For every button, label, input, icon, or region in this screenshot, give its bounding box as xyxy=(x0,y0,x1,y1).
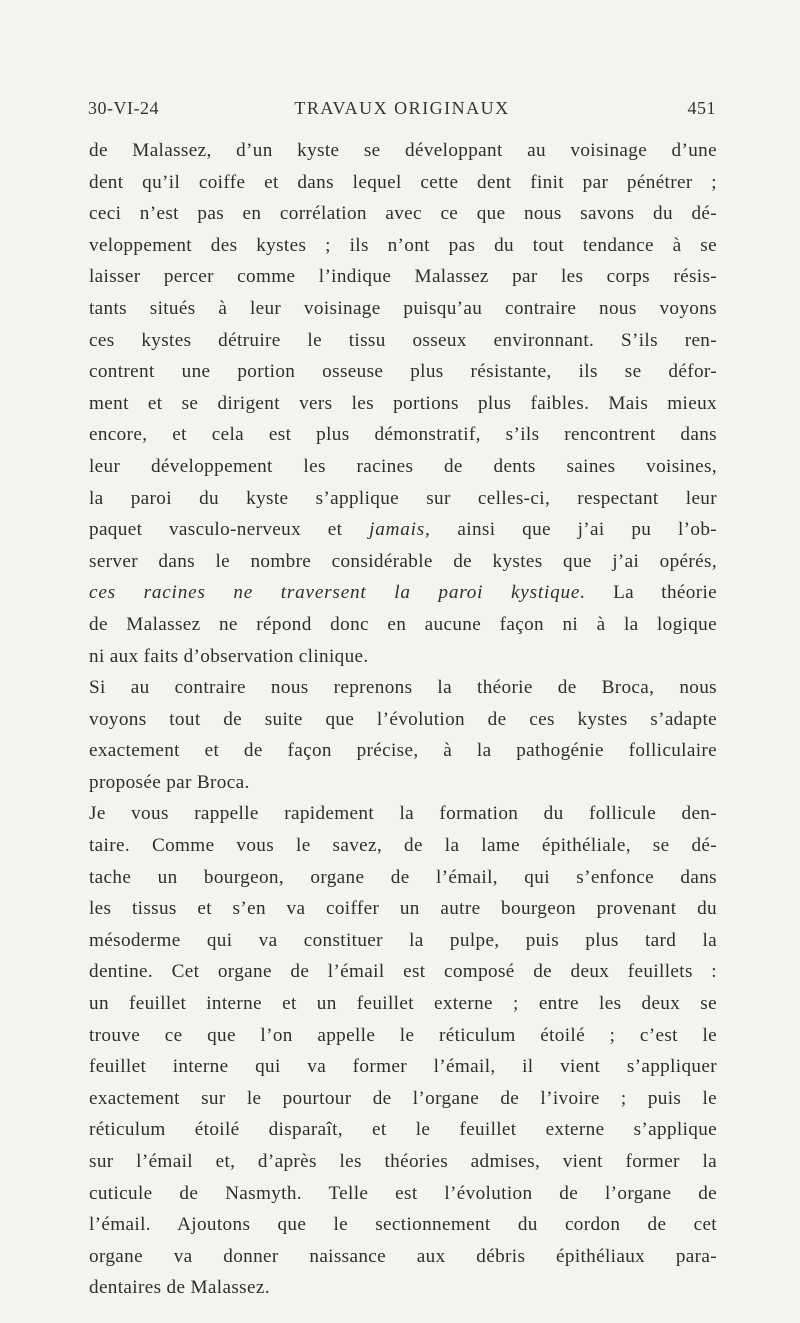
text-line: server dans le nombre considérable de kystes que j’ai opérés, xyxy=(89,550,717,572)
text-line: de Malassez, d’un kyste se développant au voisinage d’une xyxy=(89,140,717,161)
text-line: Je vous rappelle rapidement la formation du follicule den- xyxy=(89,803,717,825)
italic-emphasis: ces racines ne traversent la paroi kystique. xyxy=(89,582,586,604)
text-line: un feuillet interne et un feuillet externe ; entre les deux se xyxy=(89,993,717,1015)
text-line: la paroi du kyste s’applique sur celles-ci, respectant leur xyxy=(89,487,717,509)
text-line: dentaires de Malassez. xyxy=(89,1277,270,1299)
text-line: réticulum étoilé disparaît, et le feuillet externe s’applique xyxy=(89,1119,717,1141)
text-line: cuticule de Nasmyth. Telle est l’évolution de l’organe de xyxy=(89,1182,717,1204)
text-line: voyons tout de suite que l’évolution de ces kystes s’adapte xyxy=(89,708,717,730)
italic-emphasis: jamais, xyxy=(369,519,431,541)
text-line: sur l’émail et, d’après les théories admises, vient former la xyxy=(89,1151,717,1172)
text-line: ment et se dirigent vers les portions plus faibles. Mais mieux xyxy=(89,392,717,414)
text-line: ces kystes détruire le tissu osseux environnant. S’ils ren- xyxy=(89,329,717,351)
text-line: contrent une portion osseuse plus résistante, ils se défor- xyxy=(89,361,717,383)
text-line: leur développement les racines de dents saines voisines, xyxy=(89,455,717,477)
text-segment: paquet vasculo-nerveux et xyxy=(89,519,343,541)
running-head xyxy=(88,98,716,128)
issue-date: 30-VI-24 xyxy=(88,98,159,118)
page-number: 451 xyxy=(687,98,716,118)
text-line: mésoderme qui va constituer la pulpe, puis plus tard la xyxy=(89,929,717,951)
text-line: les tissus et s’en va coiffer un autre bourgeon provenant du xyxy=(89,898,717,920)
text-line: exactement sur le pourtour de l’organe de l’ivoire ; puis le xyxy=(89,1087,717,1109)
text-line: laisser percer comme l’indique Malassez par les corps résis- xyxy=(89,266,717,288)
text-line: l’émail. Ajoutons que le sectionnement du cordon de cet xyxy=(89,1214,717,1236)
section-title: TRAVAUX ORIGINAUX xyxy=(294,98,510,118)
text-line: ni aux faits d’observation clinique. xyxy=(89,645,369,667)
text-line: veloppement des kystes ; ils n’ont pas du tout tendance à se xyxy=(89,234,717,256)
text-line: tache un bourgeon, organe de l’émail, qui s’enfonce dans xyxy=(89,866,717,888)
text-line: organe va donner naissance aux débris épithéliaux para- xyxy=(89,1245,717,1267)
text-line: dentine. Cet organe de l’émail est composé de deux feuillets : xyxy=(89,961,717,983)
text-line: exactement et de façon précise, à la pathogénie folliculaire xyxy=(89,740,717,762)
text-line: ceci n’est pas en corrélation avec ce que nous savons du dé- xyxy=(89,203,717,225)
text-line-with-italic xyxy=(89,577,717,609)
text-line: tants situés à leur voisinage puisqu’au contraire nous voyons xyxy=(89,297,717,319)
body-text xyxy=(89,135,717,1304)
text-line: taire. Comme vous le savez, de la lame épithéliale, se dé- xyxy=(89,835,717,857)
text-line: dent qu’il coiffe et dans lequel cette dent finit par pénétrer ; xyxy=(89,171,717,193)
text-line: proposée par Broca. xyxy=(89,771,250,793)
text-line: encore, et cela est plus démonstratif, s’ils rencontrent dans xyxy=(89,424,717,446)
text-line: Si au contraire nous reprenons la théorie de Broca, nous xyxy=(89,677,717,699)
text-segment: La théorie xyxy=(613,582,717,604)
text-line: de Malassez ne répond donc en aucune façon ni à la logique xyxy=(89,613,717,635)
text-segment: ainsi que j’ai pu l’ob- xyxy=(457,519,718,541)
text-line: trouve ce que l’on appelle le réticulum étoilé ; c’est le xyxy=(89,1024,717,1046)
text-line: feuillet interne qui va former l’émail, il vient s’appliquer xyxy=(89,1056,717,1078)
text-line-with-italic xyxy=(89,514,717,546)
